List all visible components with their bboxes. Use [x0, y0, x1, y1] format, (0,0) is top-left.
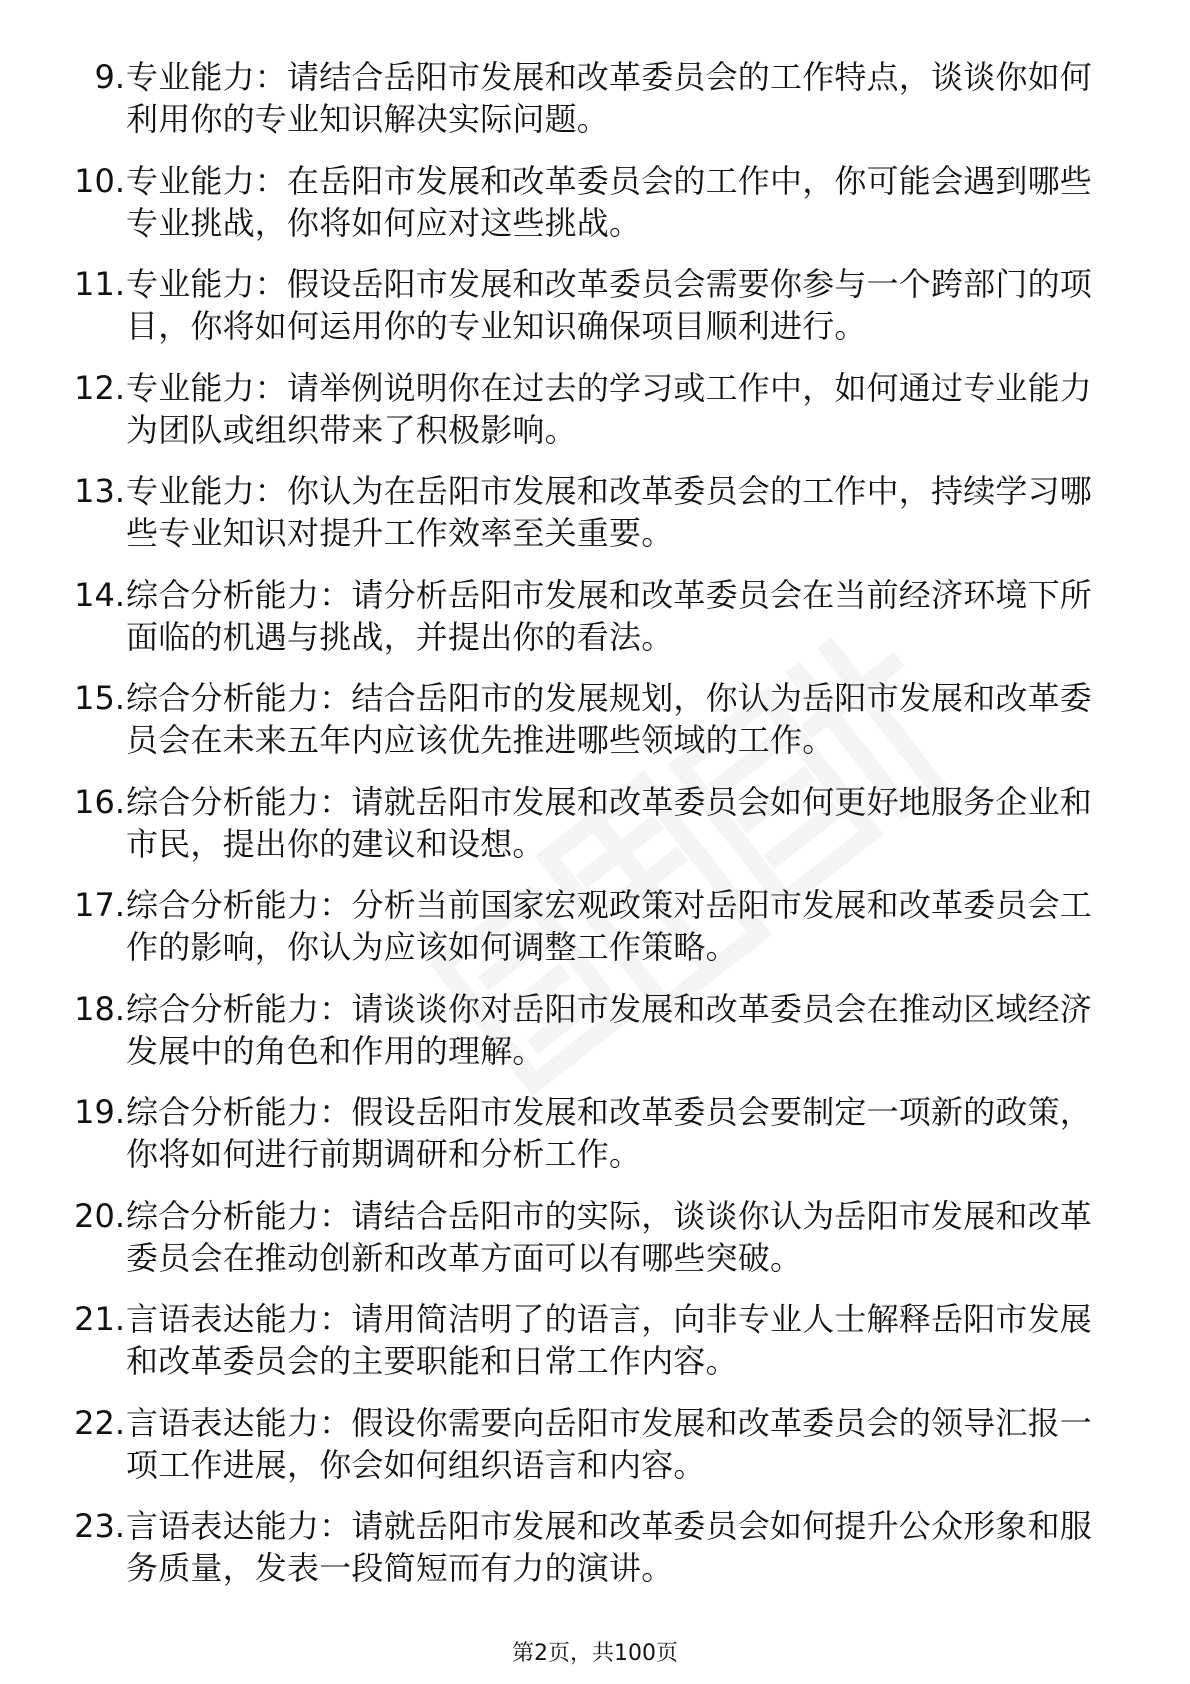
question-text: 专业能力：在岳阳市发展和改革委员会的工作中，你可能会遇到哪些专业挑战，你将如何应对这些挑战。 [126, 161, 1093, 242]
question-number: 12. [74, 368, 125, 407]
question-number: 9. [94, 58, 125, 96]
question-item [0, 1195, 1190, 1299]
question-number: 21. [74, 1300, 125, 1338]
question-item [0, 160, 1190, 264]
question-text: 言语表达能力：请用简洁明了的语言，向非专业人士解释岳阳市发展和改革委员会的主要职能和日常工作内容。 [126, 1300, 1093, 1380]
question-item [0, 1091, 1190, 1195]
question-item [0, 1505, 1190, 1609]
question-number: 16. [74, 782, 125, 821]
question-item [0, 781, 1190, 885]
question-number: 20. [74, 1196, 125, 1235]
question-text: 专业能力：假设岳阳市发展和改革委员会需要你参与一个跨部门的项目，你将如何运用你的专业知识确保项目顺利进行。 [126, 265, 1093, 345]
question-item [0, 1298, 1190, 1402]
question-text: 言语表达能力：假设你需要向岳阳市发展和改革委员会的领导汇报一项工作进展，你会如何组织语言和内容。 [126, 1403, 1093, 1484]
question-text: 综合分析能力：请就岳阳市发展和改革委员会如何更好地服务企业和市民，提出你的建议和设想。 [126, 782, 1093, 863]
question-text: 综合分析能力：请谈谈你对岳阳市发展和改革委员会在推动区域经济发展中的角色和作用的理解。 [126, 989, 1093, 1070]
question-text: 专业能力：你认为在岳阳市发展和改革委员会的工作中，持续学习哪些专业知识对提升工作效率至关重要。 [126, 472, 1093, 552]
question-number: 15. [74, 679, 125, 717]
question-number: 10. [74, 161, 125, 200]
question-number: 19. [74, 1093, 125, 1131]
question-text: 综合分析能力：请结合岳阳市的实际，谈谈你认为岳阳市发展和改革委员会在推动创新和改革方面可以有哪些突破。 [126, 1196, 1093, 1277]
question-text: 综合分析能力：假设岳阳市发展和改革委员会要制定一项新的政策，你将如何进行前期调研和分析工作。 [126, 1093, 1093, 1173]
question-item [0, 263, 1190, 367]
question-text: 综合分析能力：结合岳阳市的发展规划，你认为岳阳市发展和改革委员会在未来五年内应该优先推进哪些领域的工作。 [126, 679, 1093, 759]
question-text: 专业能力：请举例说明你在过去的学习或工作中，如何通过专业能力为团队或组织带来了积极影响。 [126, 368, 1093, 449]
page-number-footer: 第2页，共100页 [512, 1641, 678, 1666]
question-text: 综合分析能力：分析当前国家宏观政策对岳阳市发展和改革委员会工作的影响，你认为应该如何调整工作策略。 [126, 886, 1093, 966]
question-item [0, 1402, 1190, 1506]
question-number: 13. [74, 472, 125, 510]
question-item [0, 988, 1190, 1092]
question-item [0, 56, 1190, 160]
question-number: 23. [74, 1507, 125, 1545]
question-number: 11. [74, 265, 125, 303]
question-text: 专业能力：请结合岳阳市发展和改革委员会的工作特点，谈谈你如何利用你的专业知识解决实际问题。 [126, 58, 1093, 138]
question-number: 22. [74, 1403, 125, 1442]
question-item [0, 677, 1190, 781]
question-number: 17. [74, 886, 125, 924]
question-text: 言语表达能力：请就岳阳市发展和改革委员会如何提升公众形象和服务质量，发表一段简短而有力的演讲。 [126, 1507, 1093, 1587]
question-number: 14. [74, 575, 125, 614]
question-item [0, 574, 1190, 678]
question-item [0, 367, 1190, 471]
question-item [0, 884, 1190, 988]
question-list [0, 56, 1190, 1609]
question-number: 18. [74, 989, 125, 1028]
question-text: 综合分析能力：请分析岳阳市发展和改革委员会在当前经济环境下所面临的机遇与挑战，并提出你的看法。 [126, 575, 1093, 656]
question-item [0, 470, 1190, 574]
